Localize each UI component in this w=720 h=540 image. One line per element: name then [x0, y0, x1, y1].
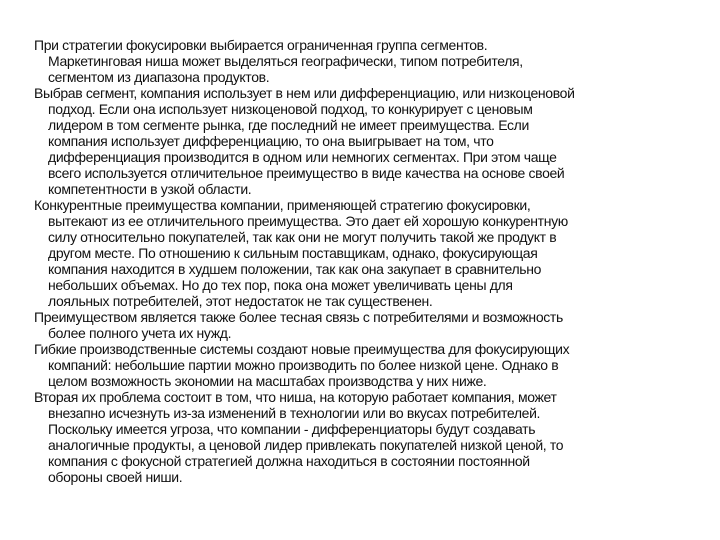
paragraph [34, 197, 714, 309]
text-line: обороны своей ниши. [48, 469, 183, 485]
text-line: компаний: небольшие партии можно производить по более низкой цене. Однако в [48, 357, 559, 373]
paragraph [34, 341, 714, 389]
paragraph [34, 37, 714, 85]
text-line: Преимуществом является также более тесная связь с потребителями и возможность [34, 309, 563, 325]
text-line: всего используется отличительное преимущество в виде качества на основе своей [48, 165, 565, 181]
text-line: компания с фокусной стратегией должна находиться в состоянии постоянной [48, 453, 530, 469]
text-line: аналогичные продукты, а ценовой лидер привлекать покупателей низкой ценой, то [48, 437, 564, 453]
text-line: Маркетинговая ниша может выделяться географически, типом потребителя, [48, 53, 523, 69]
paragraph [34, 389, 714, 485]
text-line: Выбрав сегмент, компания использует в нем или дифференциацию, или низкоценовой [34, 85, 575, 101]
text-line: Вторая их проблема состоит в том, что ниша, на которую работает компания, может [34, 389, 557, 405]
text-line: более полного учета их нужд. [48, 325, 232, 341]
text-line: компания находится в худшем положении, так как она закупает в сравнительно [48, 261, 542, 277]
document-body [34, 37, 714, 485]
text-line: небольших объемах. Но до тех пор, пока она может увеличивать цены для [48, 277, 513, 293]
text-line: внезапно исчезнуть из-за изменений в технологии или во вкусах потребителей. [48, 405, 541, 421]
paragraph [34, 85, 714, 197]
text-line: Конкурентные преимущества компании, применяющей стратегию фокусировки, [34, 197, 531, 213]
text-line: Поскольку имеется угроза, что компании - дифференциаторы будут создавать [48, 421, 536, 437]
text-line: Гибкие производственные системы создают новые преимущества для фокусирующих [34, 341, 570, 357]
text-line: дифференциация производится в одном или немногих сегментах. При этом чаще [48, 149, 557, 165]
text-line: лидером в том сегменте рынка, где последний не имеет преимущества. Если [48, 117, 529, 133]
text-line: лояльных потребителей, этот недостаток не так существенен. [48, 293, 433, 309]
text-line: другом месте. По отношению к сильным поставщикам, однако, фокусирующая [48, 245, 538, 261]
paragraph [34, 309, 714, 341]
text-line: компания использует дифференциацию, то она выигрывает на том, что [48, 133, 494, 149]
text-line: подход. Если она использует низкоценовой подход, то конкурирует с ценовым [48, 101, 533, 117]
text-line: При стратегии фокусировки выбирается ограниченная группа сегментов. [34, 37, 488, 53]
text-line: компетентности в узкой области. [48, 181, 252, 197]
text-line: силу относительно покупателей, так как они не могут получить такой же продукт в [48, 229, 557, 245]
text-line: вытекают из ее отличительного преимущества. Это дает ей хорошую конкурентную [48, 213, 568, 229]
text-line: целом возможность экономии на масштабах производства у них ниже. [48, 373, 487, 389]
text-line: сегментом из диапазона продуктов. [48, 69, 270, 85]
